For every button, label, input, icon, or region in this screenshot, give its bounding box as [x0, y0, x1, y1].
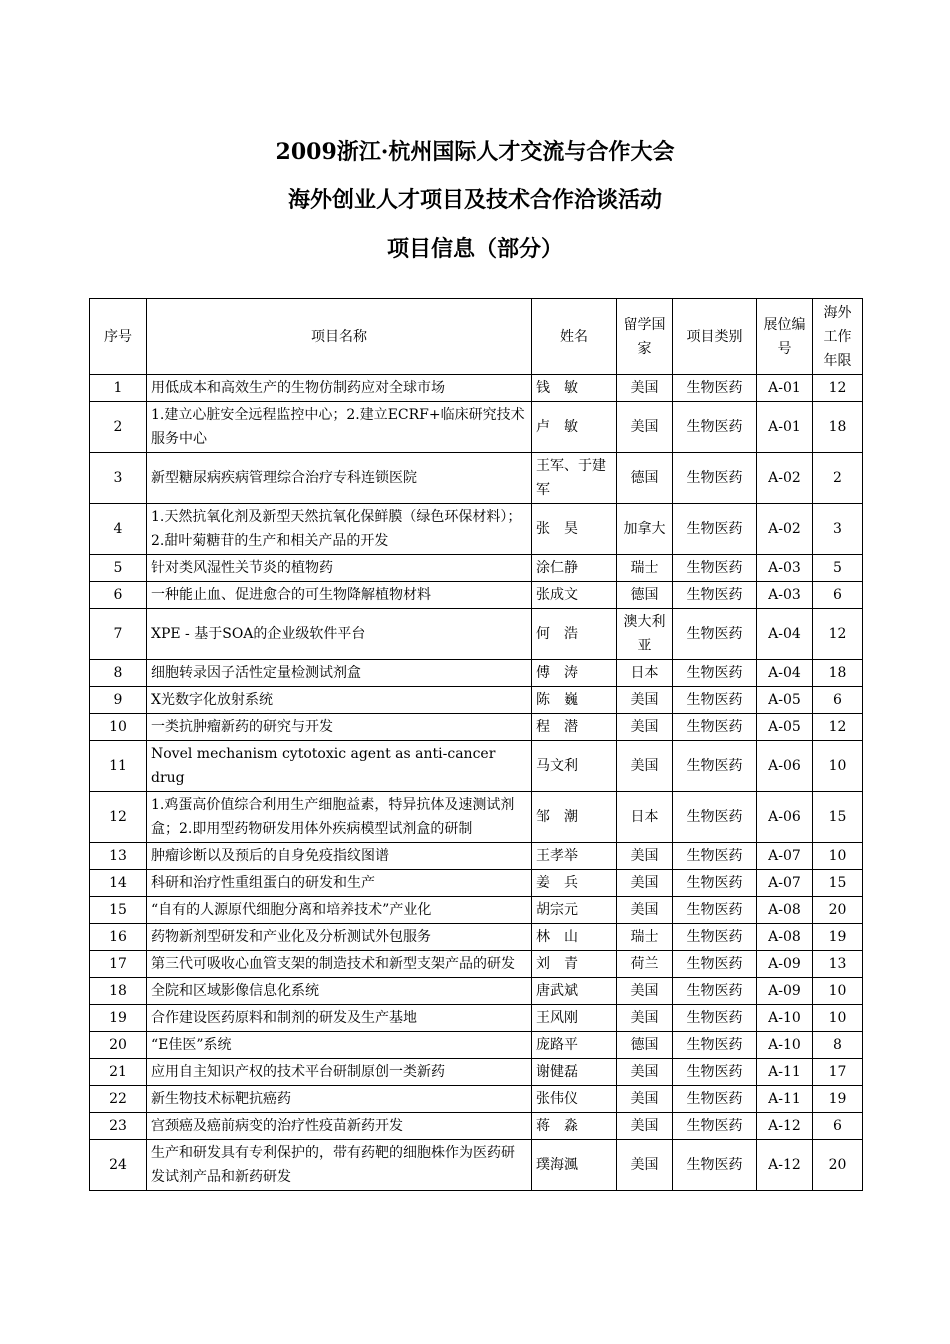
cell-booth-number: A-08 [757, 897, 813, 924]
cell-project-category: 生物医药 [673, 1032, 757, 1059]
cell-person-name: 胡宗元 [532, 897, 617, 924]
cell-booth-number: A-08 [757, 924, 813, 951]
header-project-name: 项目名称 [147, 299, 532, 375]
cell-person-name: 刘 青 [532, 951, 617, 978]
cell-project-category: 生物医药 [673, 1140, 757, 1191]
cell-index: 5 [90, 555, 147, 582]
cell-study-country: 美国 [617, 1140, 673, 1191]
cell-index: 21 [90, 1059, 147, 1086]
cell-person-name: 何 浩 [532, 609, 617, 660]
cell-overseas-years: 19 [813, 924, 863, 951]
cell-overseas-years: 12 [813, 714, 863, 741]
cell-index: 11 [90, 741, 147, 792]
cell-project-name: 全院和区域影像信息化系统 [147, 978, 532, 1005]
cell-project-category: 生物医药 [673, 609, 757, 660]
table-row [90, 1113, 863, 1140]
cell-study-country: 美国 [617, 1005, 673, 1032]
cell-overseas-years: 5 [813, 555, 863, 582]
cell-project-name: 用低成本和高效生产的生物仿制药应对全球市场 [147, 375, 532, 402]
cell-project-category: 生物医药 [673, 375, 757, 402]
cell-project-name: 1.建立心脏安全远程监控中心；2.建立ECRF+临床研究技术服务中心 [147, 402, 532, 453]
cell-booth-number: A-11 [757, 1086, 813, 1113]
cell-index: 24 [90, 1140, 147, 1191]
cell-study-country: 美国 [617, 714, 673, 741]
cell-index: 2 [90, 402, 147, 453]
cell-person-name: 钱 敏 [532, 375, 617, 402]
cell-booth-number: A-09 [757, 978, 813, 1005]
cell-index: 23 [90, 1113, 147, 1140]
table-row [90, 1032, 863, 1059]
cell-project-name: 新生物技术标靶抗癌药 [147, 1086, 532, 1113]
cell-overseas-years: 10 [813, 843, 863, 870]
cell-project-category: 生物医药 [673, 402, 757, 453]
cell-overseas-years: 10 [813, 978, 863, 1005]
cell-study-country: 德国 [617, 1032, 673, 1059]
cell-booth-number: A-01 [757, 402, 813, 453]
cell-overseas-years: 10 [813, 1005, 863, 1032]
cell-index: 14 [90, 870, 147, 897]
document-title-line3: 项目信息（部分） [386, 236, 563, 262]
cell-project-name: 科研和治疗性重组蛋白的研发和生产 [147, 870, 532, 897]
cell-study-country: 瑞士 [617, 555, 673, 582]
cell-project-name: 新型糖尿病疾病管理综合治疗专科连锁医院 [147, 453, 532, 504]
cell-study-country: 美国 [617, 843, 673, 870]
cell-person-name: 张 昊 [532, 504, 617, 555]
cell-index: 18 [90, 978, 147, 1005]
cell-project-category: 生物医药 [673, 870, 757, 897]
cell-project-name: 1.鸡蛋高价值综合利用生产细胞益素，特异抗体及速测试剂盒；2.即用型药物研发用体外疾病模型试剂盒的研制 [147, 792, 532, 843]
cell-overseas-years: 6 [813, 1113, 863, 1140]
cell-project-category: 生物医药 [673, 687, 757, 714]
cell-study-country: 瑞士 [617, 924, 673, 951]
cell-index: 7 [90, 609, 147, 660]
cell-index: 15 [90, 897, 147, 924]
table-row [90, 375, 863, 402]
cell-study-country: 加拿大 [617, 504, 673, 555]
cell-project-name: 针对类风湿性关节炎的植物药 [147, 555, 532, 582]
cell-project-name: XPE - 基于SOA的企业级软件平台 [147, 609, 532, 660]
cell-booth-number: A-07 [757, 843, 813, 870]
cell-project-category: 生物医药 [673, 897, 757, 924]
table-row [90, 687, 863, 714]
table-row [90, 1059, 863, 1086]
cell-project-category: 生物医药 [673, 951, 757, 978]
document-title-line1: 2009浙江·杭州国际人才交流与合作大会 [275, 139, 675, 165]
cell-overseas-years: 12 [813, 375, 863, 402]
table-row [90, 741, 863, 792]
cell-overseas-years: 15 [813, 792, 863, 843]
cell-overseas-years: 20 [813, 897, 863, 924]
cell-study-country: 美国 [617, 1113, 673, 1140]
cell-study-country: 美国 [617, 1059, 673, 1086]
cell-project-category: 生物医药 [673, 741, 757, 792]
cell-study-country: 荷兰 [617, 951, 673, 978]
cell-study-country: 德国 [617, 453, 673, 504]
cell-booth-number: A-04 [757, 609, 813, 660]
cell-person-name: 张成文 [532, 582, 617, 609]
cell-person-name: 陈 巍 [532, 687, 617, 714]
cell-person-name: 邹 潮 [532, 792, 617, 843]
cell-overseas-years: 19 [813, 1086, 863, 1113]
cell-project-category: 生物医药 [673, 555, 757, 582]
header-project-category: 项目类别 [673, 299, 757, 375]
cell-overseas-years: 6 [813, 687, 863, 714]
cell-booth-number: A-12 [757, 1140, 813, 1191]
cell-project-name: 合作建设医药原料和制剂的研发及生产基地 [147, 1005, 532, 1032]
cell-overseas-years: 13 [813, 951, 863, 978]
cell-index: 8 [90, 660, 147, 687]
header-study-country: 留学国家 [617, 299, 673, 375]
cell-index: 16 [90, 924, 147, 951]
cell-index: 20 [90, 1032, 147, 1059]
cell-person-name: 唐武斌 [532, 978, 617, 1005]
cell-study-country: 美国 [617, 687, 673, 714]
cell-booth-number: A-07 [757, 870, 813, 897]
table-row [90, 582, 863, 609]
cell-project-category: 生物医药 [673, 924, 757, 951]
header-index: 序号 [90, 299, 147, 375]
cell-study-country: 美国 [617, 741, 673, 792]
cell-project-category: 生物医药 [673, 504, 757, 555]
cell-overseas-years: 10 [813, 741, 863, 792]
cell-project-name: 1.天然抗氧化剂及新型天然抗氧化保鲜膜（绿色环保材料）；2.甜叶菊糖苷的生产和相关产品的开发 [147, 504, 532, 555]
table-row [90, 897, 863, 924]
cell-booth-number: A-12 [757, 1113, 813, 1140]
table-row [90, 1086, 863, 1113]
cell-index: 22 [90, 1086, 147, 1113]
cell-person-name: 王孝举 [532, 843, 617, 870]
cell-study-country: 美国 [617, 1086, 673, 1113]
cell-project-category: 生物医药 [673, 714, 757, 741]
cell-booth-number: A-06 [757, 792, 813, 843]
cell-study-country: 日本 [617, 660, 673, 687]
cell-overseas-years: 20 [813, 1140, 863, 1191]
table-row [90, 504, 863, 555]
cell-project-name: Novel mechanism cytotoxic agent as anti-cancer drug [147, 741, 532, 792]
cell-booth-number: A-06 [757, 741, 813, 792]
cell-person-name: 王军、于建军 [532, 453, 617, 504]
cell-project-name: 一种能止血、促进愈合的可生物降解植物材料 [147, 582, 532, 609]
cell-study-country: 美国 [617, 402, 673, 453]
cell-person-name: 王风刚 [532, 1005, 617, 1032]
header-booth-number: 展位编号 [757, 299, 813, 375]
cell-person-name: 林 山 [532, 924, 617, 951]
cell-index: 1 [90, 375, 147, 402]
cell-project-name: 宫颈癌及癌前病变的治疗性疫苗新药开发 [147, 1113, 532, 1140]
cell-person-name: 张伟仪 [532, 1086, 617, 1113]
cell-booth-number: A-02 [757, 453, 813, 504]
table-row [90, 951, 863, 978]
cell-index: 17 [90, 951, 147, 978]
cell-project-name: X光数字化放射系统 [147, 687, 532, 714]
cell-overseas-years: 18 [813, 660, 863, 687]
cell-person-name: 庞路平 [532, 1032, 617, 1059]
cell-overseas-years: 8 [813, 1032, 863, 1059]
cell-person-name: 蒋 淼 [532, 1113, 617, 1140]
table-row [90, 924, 863, 951]
cell-booth-number: A-04 [757, 660, 813, 687]
cell-index: 13 [90, 843, 147, 870]
cell-overseas-years: 15 [813, 870, 863, 897]
cell-booth-number: A-05 [757, 714, 813, 741]
cell-project-name: 生产和研发具有专利保护的，带有药靶的细胞株作为医药研发试剂产品和新药研发 [147, 1140, 532, 1191]
cell-project-name: “E佳医”系统 [147, 1032, 532, 1059]
table-row [90, 555, 863, 582]
cell-person-name: 程 潜 [532, 714, 617, 741]
cell-index: 10 [90, 714, 147, 741]
table-header-row [90, 299, 863, 375]
cell-person-name: 姜 兵 [532, 870, 617, 897]
cell-overseas-years: 18 [813, 402, 863, 453]
cell-person-name: 璞海渢 [532, 1140, 617, 1191]
cell-booth-number: A-11 [757, 1059, 813, 1086]
cell-index: 6 [90, 582, 147, 609]
cell-project-category: 生物医药 [673, 843, 757, 870]
table-row [90, 660, 863, 687]
cell-project-category: 生物医药 [673, 978, 757, 1005]
cell-overseas-years: 3 [813, 504, 863, 555]
cell-study-country: 澳大利亚 [617, 609, 673, 660]
cell-study-country: 德国 [617, 582, 673, 609]
cell-person-name: 卢 敏 [532, 402, 617, 453]
cell-booth-number: A-10 [757, 1032, 813, 1059]
table-row [90, 453, 863, 504]
cell-study-country: 日本 [617, 792, 673, 843]
cell-project-category: 生物医药 [673, 1113, 757, 1140]
cell-booth-number: A-01 [757, 375, 813, 402]
cell-project-category: 生物医药 [673, 792, 757, 843]
cell-project-name: 应用自主知识产权的技术平台研制原创一类新药 [147, 1059, 532, 1086]
table-row [90, 792, 863, 843]
cell-person-name: 马文利 [532, 741, 617, 792]
table-row [90, 870, 863, 897]
cell-project-category: 生物医药 [673, 453, 757, 504]
table-row [90, 1140, 863, 1191]
cell-overseas-years: 12 [813, 609, 863, 660]
table-row [90, 978, 863, 1005]
cell-project-category: 生物医药 [673, 1086, 757, 1113]
cell-project-name: 一类抗肿瘤新药的研究与开发 [147, 714, 532, 741]
cell-booth-number: A-03 [757, 582, 813, 609]
cell-booth-number: A-03 [757, 555, 813, 582]
cell-booth-number: A-10 [757, 1005, 813, 1032]
cell-booth-number: A-09 [757, 951, 813, 978]
table-row [90, 609, 863, 660]
table-row [90, 843, 863, 870]
cell-person-name: 谢健磊 [532, 1059, 617, 1086]
cell-overseas-years: 17 [813, 1059, 863, 1086]
cell-project-category: 生物医药 [673, 582, 757, 609]
cell-overseas-years: 2 [813, 453, 863, 504]
cell-index: 12 [90, 792, 147, 843]
cell-project-category: 生物医药 [673, 660, 757, 687]
cell-booth-number: A-05 [757, 687, 813, 714]
table-row [90, 714, 863, 741]
cell-index: 19 [90, 1005, 147, 1032]
table-row [90, 402, 863, 453]
cell-index: 3 [90, 453, 147, 504]
cell-study-country: 美国 [617, 897, 673, 924]
header-overseas-years: 海外工作年限 [813, 299, 863, 375]
cell-project-name: 肿瘤诊断以及预后的自身免疫指纹图谱 [147, 843, 532, 870]
cell-study-country: 美国 [617, 870, 673, 897]
cell-study-country: 美国 [617, 375, 673, 402]
header-person-name: 姓名 [532, 299, 617, 375]
cell-project-category: 生物医药 [673, 1059, 757, 1086]
cell-person-name: 傅 涛 [532, 660, 617, 687]
document-title-line2: 海外创业人才项目及技术合作洽谈活动 [287, 187, 662, 213]
cell-overseas-years: 6 [813, 582, 863, 609]
project-table [89, 298, 863, 1191]
cell-project-name: “自有的人源原代细胞分离和培养技术”产业化 [147, 897, 532, 924]
table-row [90, 1005, 863, 1032]
cell-study-country: 美国 [617, 978, 673, 1005]
cell-booth-number: A-02 [757, 504, 813, 555]
cell-project-name: 细胞转录因子活性定量检测试剂盒 [147, 660, 532, 687]
cell-project-name: 药物新剂型研发和产业化及分析测试外包服务 [147, 924, 532, 951]
cell-project-name: 第三代可吸收心血管支架的制造技术和新型支架产品的研发 [147, 951, 532, 978]
cell-project-category: 生物医药 [673, 1005, 757, 1032]
cell-person-name: 涂仁静 [532, 555, 617, 582]
cell-index: 4 [90, 504, 147, 555]
cell-index: 9 [90, 687, 147, 714]
